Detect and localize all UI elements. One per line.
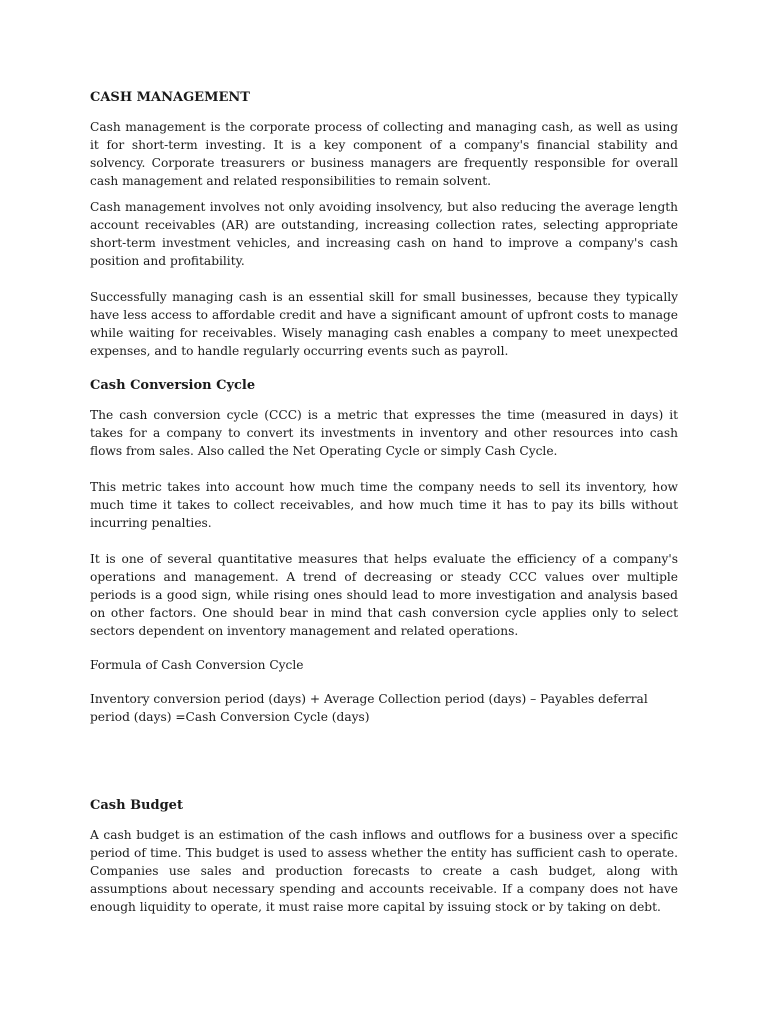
intro-paragraph-3: Successfully managing cash is an essential skill for small businesses, because they typically have less access to affordable credit and have a significant amount of upfront costs to manage while waiting for receivables. Wisely managing cash enables a company to meet unexpected expenses, and to handle regularly occurring events such as payroll. [90,290,678,358]
intro-paragraph-2: Cash management involves not only avoiding insolvency, but also reducing the average length account receivables (AR) are outstanding, increasing collection rates, selecting appropriate short-term investment vehicles, and increasing cash on hand to improve a company's cash position and profitability. [90,200,678,268]
ccc-paragraph-3: It is one of several quantitative measures that helps evaluate the efficiency of a company's operations and management. A trend of decreasing or steady CCC values over multiple periods is a good sign, while rising ones should lead to more investigation and analysis based on other factors. One should bear in mind that cash conversion cycle applies only to select sectors dependent on inventory management and related operations. [90,552,678,638]
page-title: CASH MANAGEMENT [90,90,250,105]
ccc-paragraph-2: This metric takes into account how much time the company needs to sell its inventory, how much time it takes to collect receivables, and how much time it has to pay its bills without incurring penalties. [90,480,678,530]
ccc-paragraph-1: The cash conversion cycle (CCC) is a metric that expresses the time (measured in days) it takes for a company to convert its investments in inventory and other resources into cash flows from sales. Also called the Net Operating Cycle or simply Cash Cycle. [90,408,678,458]
formula-title: Formula of Cash Conversion Cycle [90,658,304,672]
document-page [90,90,678,924]
formula-text: Inventory conversion period (days) + Average Collection period (days) – Payables deferral period (days) =Cash Conversion Cycle (days) [90,692,648,724]
intro-paragraph-1: Cash management is the corporate process of collecting and managing cash, as well as using it for short-term investing. It is a key component of a company's financial stability and solvency. Corporate treasurers or business managers are frequently responsible for overall cash management and related responsibilities to remain solvent. [90,120,678,188]
budget-paragraph: A cash budget is an estimation of the cash inflows and outflows for a business over a specific period of time. This budget is used to assess whether the entity has sufficient cash to operate. Companies use sales and production forecasts to create a cash budget, along with assumptions about necessary spending and accounts receivable. If a company does not have enough liquidity to operate, it must raise more capital by issuing stock or by taking on debt. [90,828,678,914]
budget-heading: Cash Budget [90,798,183,813]
ccc-heading: Cash Conversion Cycle [90,378,256,393]
